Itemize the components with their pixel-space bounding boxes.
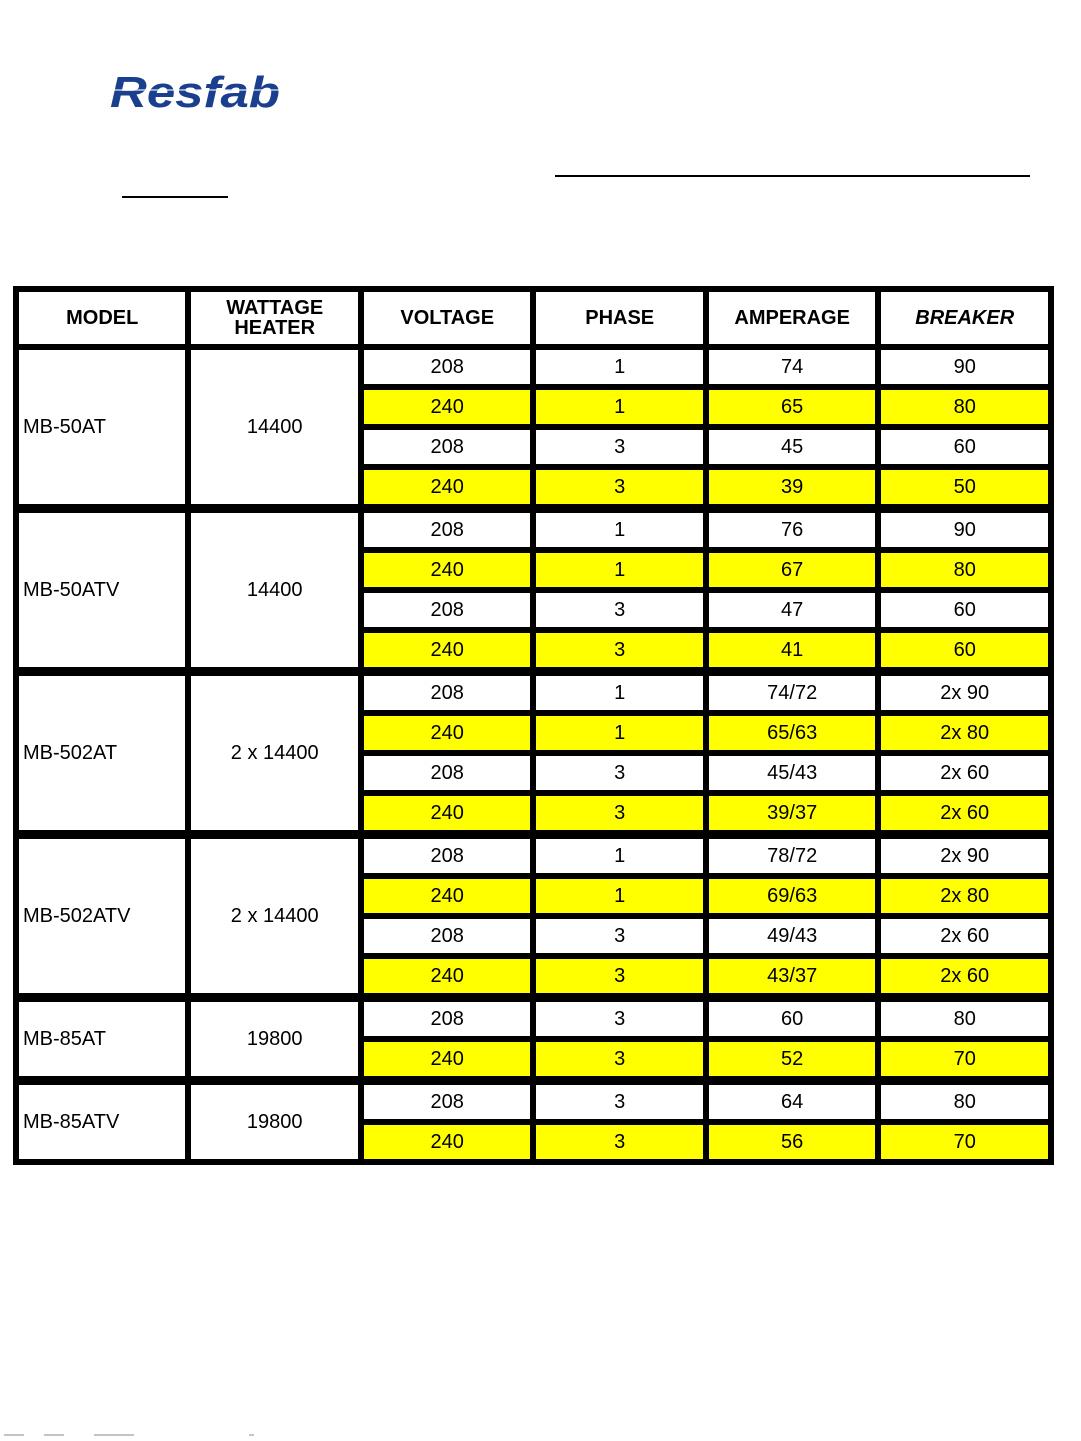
signature-line	[555, 175, 1030, 177]
voltage-cell: 240	[361, 713, 533, 753]
breaker-cell: 2x 60	[878, 956, 1051, 996]
model-cell: MB-502ATV	[16, 833, 188, 996]
wattage-cell: 2 x 14400	[188, 670, 360, 833]
phase-cell: 3	[533, 956, 705, 996]
amperage-cell: 60	[706, 996, 878, 1039]
phase-cell: 3	[533, 630, 705, 670]
breaker-cell: 80	[878, 550, 1051, 590]
amperage-cell: 74	[706, 347, 878, 387]
wattage-cell: 19800	[188, 1079, 360, 1162]
phase-cell: 3	[533, 996, 705, 1039]
model-cell: MB-85AT	[16, 996, 188, 1079]
voltage-cell: 240	[361, 876, 533, 916]
voltage-cell: 240	[361, 956, 533, 996]
breaker-cell: 70	[878, 1122, 1051, 1162]
phase-cell: 1	[533, 833, 705, 876]
phase-cell: 1	[533, 876, 705, 916]
resfab-logo-mark	[108, 64, 288, 116]
voltage-cell: 208	[361, 996, 533, 1039]
voltage-cell: 240	[361, 1039, 533, 1079]
header-model: MODEL	[16, 289, 188, 347]
resfab-logo	[108, 64, 288, 116]
phase-cell: 3	[533, 753, 705, 793]
voltage-cell: 240	[361, 387, 533, 427]
amperage-cell: 43/37	[706, 956, 878, 996]
header-breaker: BREAKER	[878, 289, 1051, 347]
electrical-spec-table	[13, 286, 1054, 1165]
breaker-cell: 2x 80	[878, 876, 1051, 916]
amperage-cell: 47	[706, 590, 878, 630]
table-body	[16, 347, 1051, 1162]
phase-cell: 3	[533, 916, 705, 956]
header-wattage-line1: WATTAGE	[226, 297, 324, 319]
voltage-cell: 240	[361, 793, 533, 833]
table-row	[16, 670, 1051, 713]
voltage-cell: 208	[361, 916, 533, 956]
table-row	[16, 996, 1051, 1039]
header-amperage: AMPERAGE	[706, 289, 878, 347]
amperage-cell: 69/63	[706, 876, 878, 916]
amperage-cell: 52	[706, 1039, 878, 1079]
voltage-cell: 208	[361, 427, 533, 467]
phase-cell: 3	[533, 1079, 705, 1122]
breaker-cell: 2x 60	[878, 753, 1051, 793]
breaker-cell: 2x 80	[878, 713, 1051, 753]
footer-scan-mark	[4, 1432, 254, 1438]
voltage-cell: 208	[361, 590, 533, 630]
amperage-cell: 39	[706, 467, 878, 507]
header-row	[16, 289, 1051, 347]
phase-cell: 3	[533, 1039, 705, 1079]
voltage-cell: 208	[361, 347, 533, 387]
table-row	[16, 833, 1051, 876]
breaker-cell: 60	[878, 590, 1051, 630]
voltage-cell: 208	[361, 833, 533, 876]
header-wattage	[188, 289, 360, 347]
voltage-cell: 208	[361, 507, 533, 550]
phase-cell: 1	[533, 550, 705, 590]
table-row	[16, 507, 1051, 550]
breaker-cell: 2x 60	[878, 793, 1051, 833]
date-line	[122, 196, 228, 198]
breaker-cell: 60	[878, 630, 1051, 670]
header-phase: PHASE	[533, 289, 705, 347]
breaker-cell: 90	[878, 507, 1051, 550]
voltage-cell: 208	[361, 670, 533, 713]
model-cell: MB-50ATV	[16, 507, 188, 670]
table-row	[16, 347, 1051, 387]
amperage-cell: 39/37	[706, 793, 878, 833]
phase-cell: 1	[533, 387, 705, 427]
voltage-cell: 240	[361, 467, 533, 507]
wattage-cell: 14400	[188, 507, 360, 670]
breaker-cell: 2x 90	[878, 670, 1051, 713]
breaker-cell: 80	[878, 1079, 1051, 1122]
wattage-cell: 14400	[188, 347, 360, 507]
amperage-cell: 65	[706, 387, 878, 427]
header-voltage: VOLTAGE	[361, 289, 533, 347]
model-cell: MB-502AT	[16, 670, 188, 833]
amperage-cell: 49/43	[706, 916, 878, 956]
model-cell: MB-50AT	[16, 347, 188, 507]
amperage-cell: 56	[706, 1122, 878, 1162]
amperage-cell: 76	[706, 507, 878, 550]
breaker-cell: 2x 60	[878, 916, 1051, 956]
amperage-cell: 65/63	[706, 713, 878, 753]
breaker-cell: 90	[878, 347, 1051, 387]
voltage-cell: 240	[361, 630, 533, 670]
header-wattage-line2: HEATER	[234, 317, 316, 339]
phase-cell: 1	[533, 713, 705, 753]
phase-cell: 3	[533, 793, 705, 833]
breaker-cell: 80	[878, 387, 1051, 427]
phase-cell: 1	[533, 670, 705, 713]
breaker-cell: 2x 90	[878, 833, 1051, 876]
voltage-cell: 208	[361, 1079, 533, 1122]
breaker-cell: 60	[878, 427, 1051, 467]
wattage-cell: 19800	[188, 996, 360, 1079]
logo-wordmark: Resfab	[110, 68, 280, 116]
amperage-cell: 67	[706, 550, 878, 590]
breaker-cell: 70	[878, 1039, 1051, 1079]
voltage-cell: 208	[361, 753, 533, 793]
amperage-cell: 41	[706, 630, 878, 670]
voltage-cell: 240	[361, 1122, 533, 1162]
wattage-cell: 2 x 14400	[188, 833, 360, 996]
amperage-cell: 74/72	[706, 670, 878, 713]
phase-cell: 3	[533, 427, 705, 467]
phase-cell: 1	[533, 507, 705, 550]
model-cell: MB-85ATV	[16, 1079, 188, 1162]
phase-cell: 3	[533, 590, 705, 630]
phase-cell: 3	[533, 467, 705, 507]
breaker-cell: 80	[878, 996, 1051, 1039]
breaker-cell: 50	[878, 467, 1051, 507]
voltage-cell: 240	[361, 550, 533, 590]
phase-cell: 3	[533, 1122, 705, 1162]
amperage-cell: 45	[706, 427, 878, 467]
amperage-cell: 78/72	[706, 833, 878, 876]
amperage-cell: 64	[706, 1079, 878, 1122]
table-row	[16, 1079, 1051, 1122]
amperage-cell: 45/43	[706, 753, 878, 793]
phase-cell: 1	[533, 347, 705, 387]
